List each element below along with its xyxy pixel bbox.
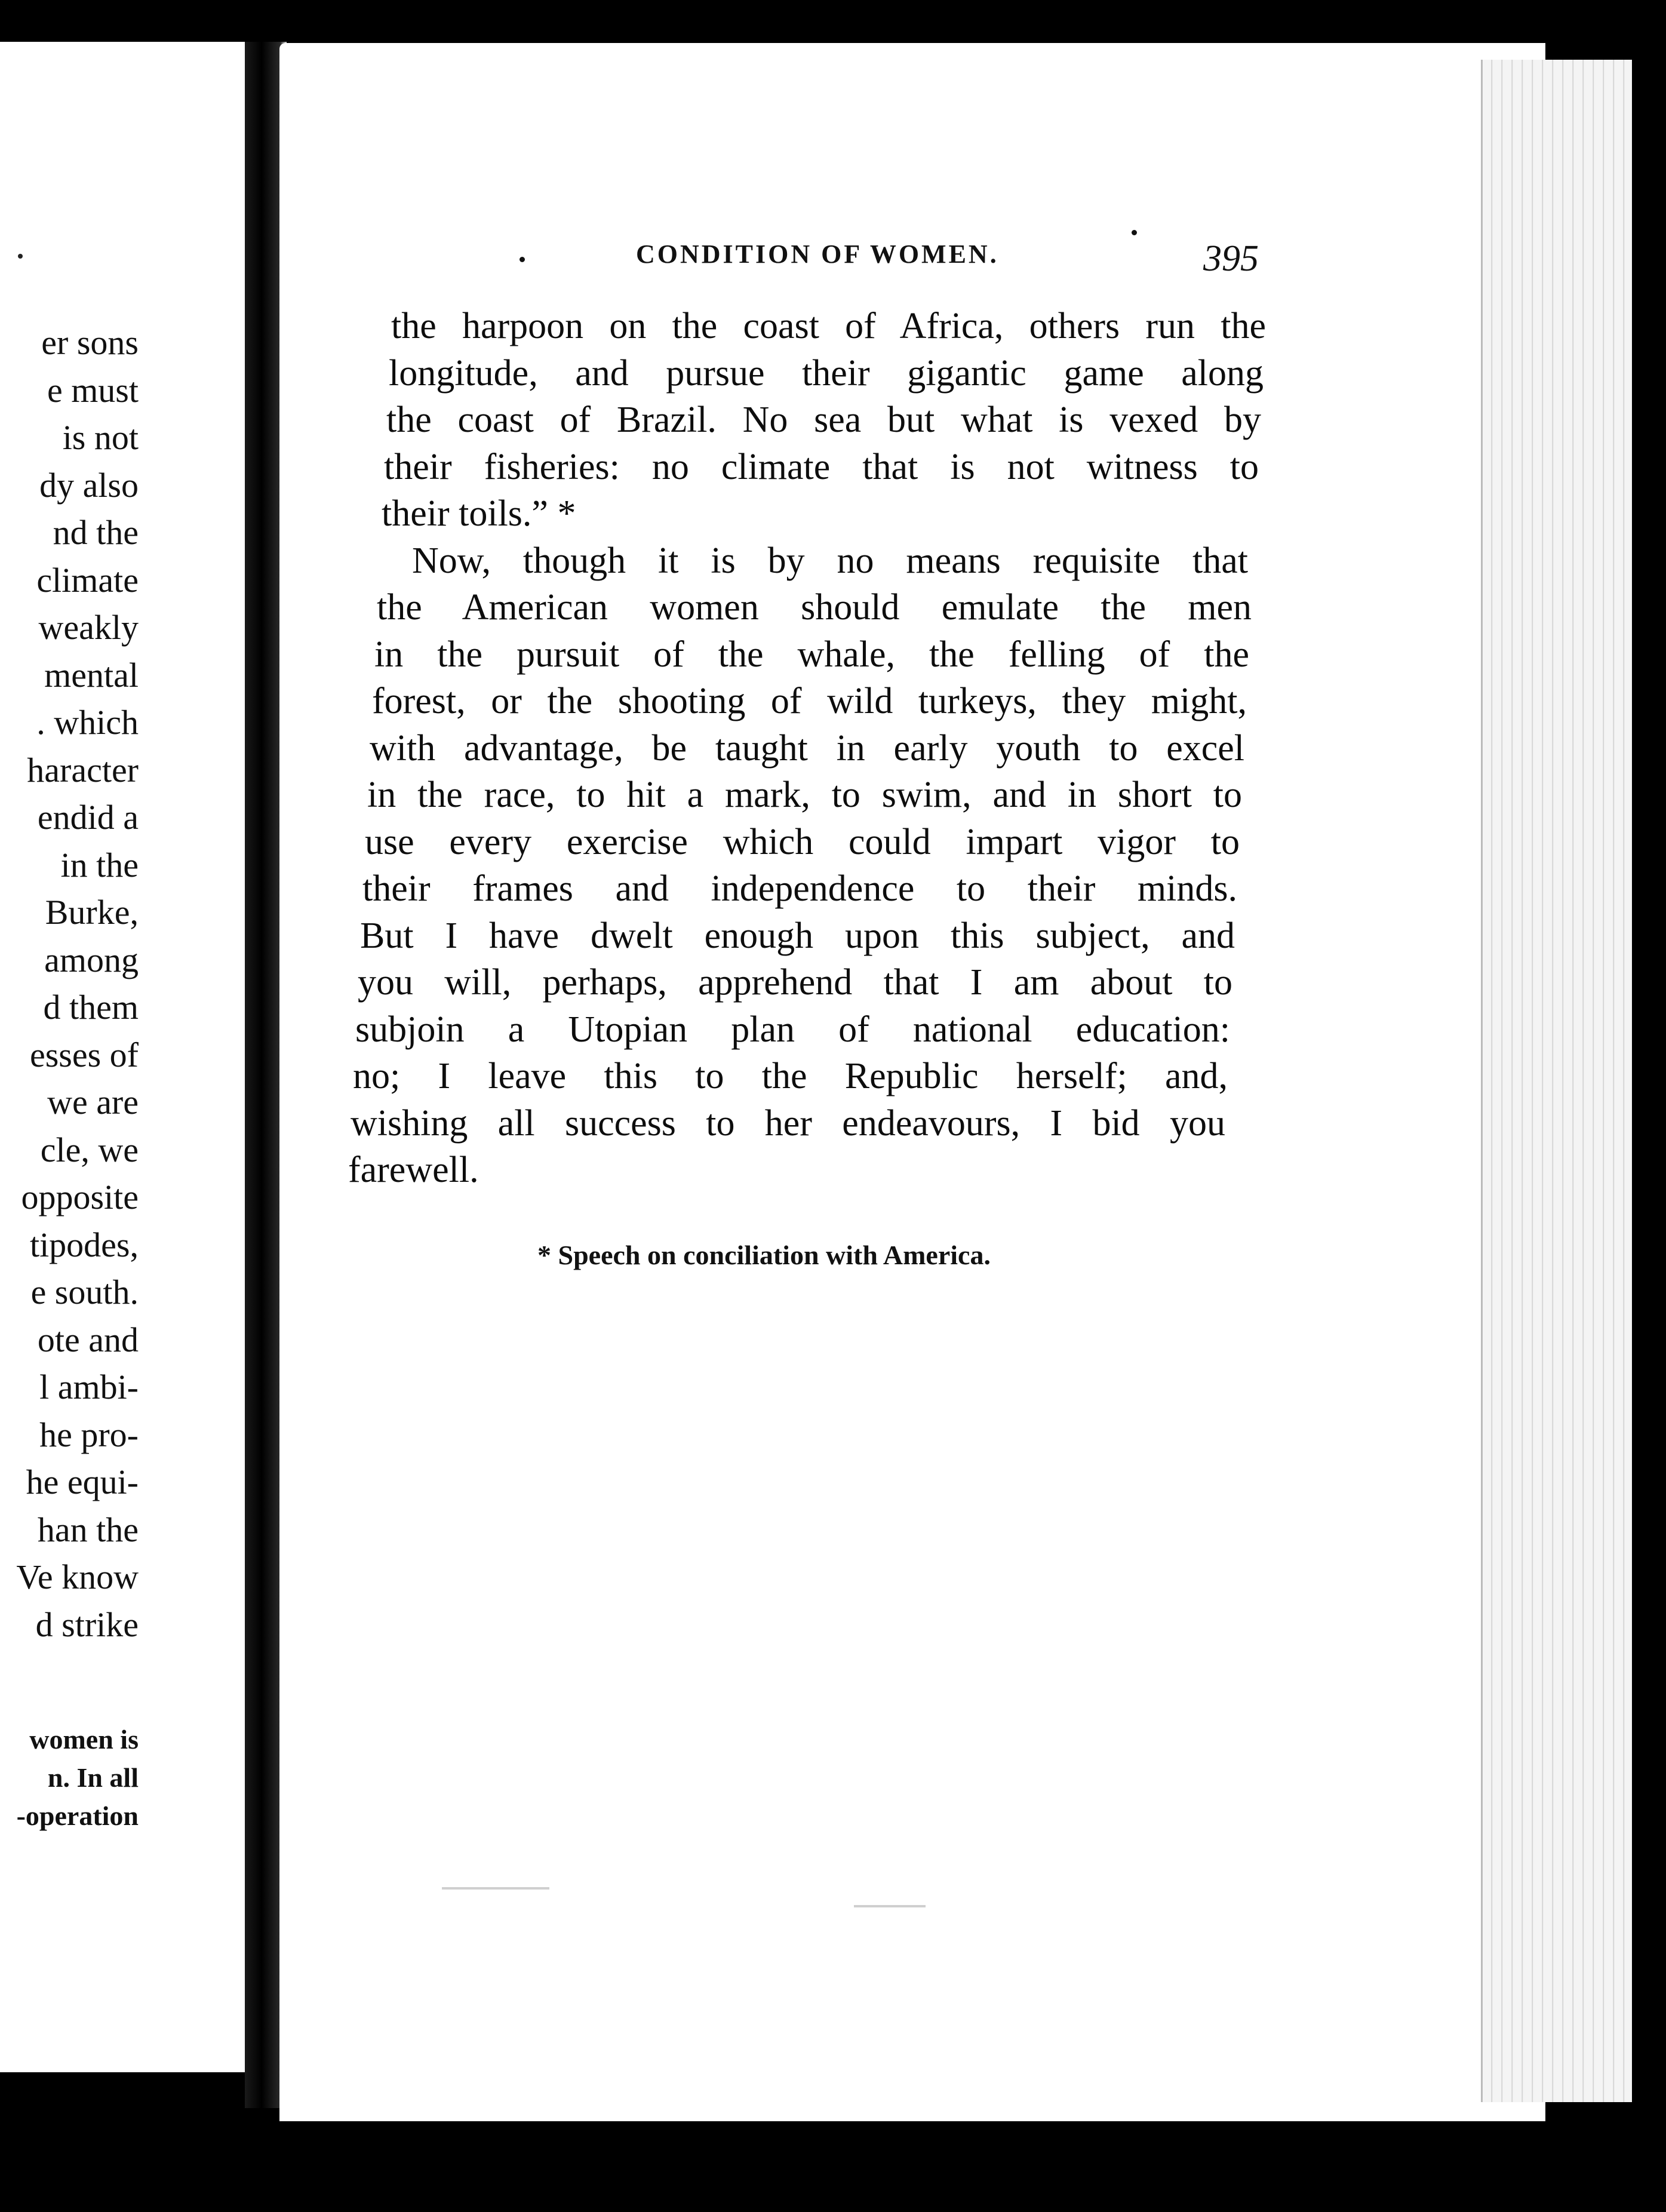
left-page-note-line: -operation bbox=[16, 1801, 139, 1831]
body-line: in the pursuit of the whale, the felling of the bbox=[374, 634, 1249, 675]
left-page-line: weakly bbox=[38, 608, 139, 647]
body-line: their fisheries: no climate that is not witness to bbox=[384, 446, 1259, 487]
body-line: subjoin a Utopian plan of national education: bbox=[355, 1009, 1230, 1050]
running-head: CONDITION OF WOMEN. bbox=[636, 239, 999, 269]
body-line: the American women should emulate the men bbox=[377, 587, 1252, 628]
left-page-line: . which bbox=[36, 703, 139, 742]
left-page-line: Burke, bbox=[45, 893, 139, 932]
body-line: with advantage, be taught in early youth to excel bbox=[370, 727, 1244, 769]
left-page-line: dy also bbox=[39, 465, 139, 505]
left-page-line: er sons bbox=[41, 323, 139, 362]
stray-mark bbox=[520, 257, 525, 262]
body-line: But I have dwelt enough upon this subject, and bbox=[360, 915, 1235, 956]
left-page-note-line: women is bbox=[29, 1724, 139, 1755]
left-page-line: is not bbox=[62, 418, 139, 457]
scan-smudge bbox=[854, 1905, 926, 1907]
body-line: their frames and independence to their minds. bbox=[362, 868, 1237, 909]
left-page-line: l ambi- bbox=[39, 1368, 139, 1406]
body-line: forest, or the shooting of wild turkeys, they might, bbox=[372, 681, 1247, 721]
body-line: their toils.” * bbox=[382, 493, 576, 534]
left-page-line: he equi- bbox=[26, 1463, 139, 1501]
left-page-line: tipodes, bbox=[29, 1225, 139, 1264]
body-line: the harpoon on the coast of Africa, others run the bbox=[391, 306, 1266, 346]
left-page-line: e must bbox=[47, 370, 139, 410]
body-line: farewell. bbox=[348, 1150, 479, 1190]
left-page-line: climate bbox=[36, 560, 139, 600]
scan-smudge bbox=[442, 1887, 549, 1890]
body-line: in the race, to hit a mark, to swim, and in short to bbox=[367, 775, 1242, 815]
left-page-line: among bbox=[44, 940, 139, 979]
footnote: * Speech on conciliation with America. bbox=[537, 1240, 991, 1270]
body-line: Now, though it is by no means requisite that bbox=[412, 540, 1248, 581]
left-page-line: d strike bbox=[35, 1605, 139, 1644]
left-page-line: d them bbox=[43, 988, 139, 1027]
left-page-line: he pro- bbox=[39, 1415, 139, 1454]
left-page-line: in the bbox=[60, 845, 139, 884]
body-line: no; I leave this to the Republic herself; and, bbox=[353, 1056, 1228, 1096]
left-page-note-line: n. In all bbox=[47, 1762, 139, 1793]
left-page-line: nd the bbox=[53, 513, 139, 552]
left-page-line: ote and bbox=[37, 1320, 139, 1359]
body-line: you will, perhaps, apprehend that I am about to bbox=[358, 962, 1232, 1003]
stray-mark bbox=[18, 254, 23, 259]
left-page-line: haracter bbox=[27, 750, 139, 789]
left-page-line: han the bbox=[37, 1510, 139, 1549]
left-page-line: esses of bbox=[29, 1035, 139, 1074]
left-page-line: opposite bbox=[21, 1178, 139, 1216]
left-page-line: mental bbox=[44, 655, 139, 695]
left-page-line: cle, we bbox=[40, 1130, 139, 1169]
left-page-line: endid a bbox=[37, 798, 139, 837]
page-edges bbox=[1481, 60, 1632, 2102]
body-line: wishing all success to her endeavours, I bid you bbox=[351, 1102, 1225, 1144]
body-line: longitude, and pursue their gigantic game along bbox=[389, 352, 1264, 394]
body-line: use every exercise which could impart vigor to bbox=[365, 821, 1240, 862]
left-page-line: e south. bbox=[30, 1273, 139, 1311]
stray-mark bbox=[1132, 230, 1137, 235]
left-page-fragment bbox=[0, 42, 245, 2072]
body-line: the coast of Brazil. No sea but what is vexed by bbox=[386, 400, 1261, 440]
left-page-line: Ve know bbox=[16, 1557, 139, 1596]
left-page-line: we are bbox=[47, 1083, 139, 1122]
page-number: 395 bbox=[1203, 238, 1259, 279]
